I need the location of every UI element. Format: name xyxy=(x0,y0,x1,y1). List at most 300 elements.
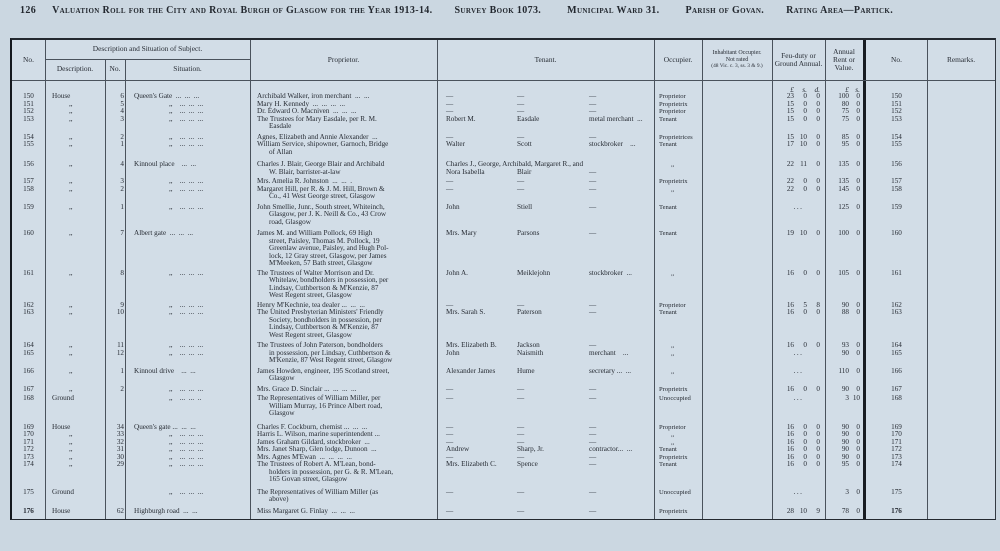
tenant-surname: — xyxy=(517,177,525,185)
feu-shillings: 0 xyxy=(803,99,807,108)
cell-situation: ,, ... ... ... xyxy=(169,438,204,446)
cell-tenant xyxy=(437,161,654,176)
cell-entry-no-right: 155 xyxy=(891,140,902,148)
cell-description: ,, xyxy=(69,300,73,309)
feu-pounds: 22 xyxy=(786,177,794,185)
cell-house-no: 10 xyxy=(116,308,124,316)
cell-proprietor xyxy=(250,186,437,201)
tenant-occupation: stockbroker ... xyxy=(589,140,636,148)
feu-pounds: 23 xyxy=(786,92,794,100)
cell-annual-rent xyxy=(825,350,863,358)
cell-entry-no: 171 xyxy=(23,437,34,446)
feu-shillings: 0 xyxy=(803,92,807,100)
cell-entry-no: 172 xyxy=(23,445,34,453)
tenant-subcolumns xyxy=(437,489,654,497)
feu-pence: 0 xyxy=(816,184,820,193)
cell-entry-no: 160 xyxy=(23,229,34,237)
rent-pounds: 80 xyxy=(841,99,849,108)
feu-pounds: 15 xyxy=(786,114,794,123)
cell-situation: Albert gate ... ... ... xyxy=(134,230,194,237)
cell-description: ,, xyxy=(69,229,73,237)
cell-house-no: 3 xyxy=(120,114,124,123)
proprietor-line: above) xyxy=(269,495,289,503)
feu-shillings: 0 xyxy=(803,460,807,468)
feu-pounds: 22 xyxy=(786,160,794,168)
survey-book-label: Survey Book 1073. xyxy=(454,5,542,16)
tenant-subcolumns xyxy=(437,270,654,278)
rating-area-label: Rating Area—Partick. xyxy=(786,5,894,16)
feu-pence: 8 xyxy=(816,300,820,309)
tenant-surname: Easdale xyxy=(517,114,540,123)
cell-description: ,, xyxy=(69,99,73,108)
cell-house-no: 1 xyxy=(120,202,124,211)
cell-situation: Queen's gate ... ... ... xyxy=(134,423,196,431)
cell-feu-duty: ... xyxy=(793,394,804,402)
cell-occupier: Proprietor xyxy=(659,423,686,431)
cell-situation: ,, ... ... ... xyxy=(169,342,204,349)
tenant-subcolumns xyxy=(437,424,654,432)
col-occupier-header: Occupier. xyxy=(663,54,693,64)
cell-description: ,, xyxy=(69,437,73,446)
document-title: Valuation Roll for the City and Royal Burgh of Glasgow for the Year 1913-14. xyxy=(52,5,433,16)
feu-shillings: 0 xyxy=(803,430,807,438)
tenant-occupation: — xyxy=(589,430,597,438)
cell-situation: ,, ... ... ... xyxy=(169,115,204,123)
proprietor-line: William Service, shipowner, Garnoch, Bridge xyxy=(257,140,389,148)
proprietor-line: The Trustees of John Paterson, bondholders xyxy=(257,341,383,349)
cell-occupier: Proprietrix xyxy=(659,100,688,108)
feu-shillings: 0 xyxy=(803,114,807,123)
feu-pence: 0 xyxy=(816,445,820,453)
tenant-surname: Spence xyxy=(517,460,538,468)
cell-description: ,, xyxy=(69,366,73,375)
cell-description: ,, xyxy=(69,384,73,393)
cell-situation: ,, ... ... ... xyxy=(169,461,204,468)
tenant-forename: — xyxy=(446,422,454,431)
cell-entry-no-right: 156 xyxy=(891,160,902,168)
cell-entry-no-right: 157 xyxy=(891,177,902,185)
proprietor-line: holders in possession, per G. & R. M'Lean, xyxy=(269,467,394,476)
rent-shillings: 0 xyxy=(856,184,860,193)
shillings-label: s. xyxy=(855,84,860,94)
tenant-surname: — xyxy=(517,384,525,393)
table-row xyxy=(12,368,995,383)
cell-proprietor xyxy=(250,116,437,131)
rent-pounds: 90 xyxy=(841,348,849,357)
cell-situation: Kinnoul drive ... ... xyxy=(134,367,196,375)
cell-occupier: Tenant xyxy=(659,115,677,123)
feu-shillings: 10 xyxy=(799,506,807,515)
tenant-forename: Walter xyxy=(446,140,465,148)
proprietor-line: The United Presbyterian Ministers' Friendly xyxy=(257,308,384,316)
tenant-surname: Stiell xyxy=(517,202,533,211)
rent-pounds: 78 xyxy=(841,506,849,515)
table-row xyxy=(12,508,995,516)
proprietor-line: in possession, per Lindsay, Cuthbertson & xyxy=(269,348,391,357)
inhabitant-header-line2: Not rated xyxy=(725,56,749,63)
cell-occupier: ,, xyxy=(671,349,675,357)
col-proprietor-header: Proprietor. xyxy=(327,54,360,64)
rent-pounds: 135 xyxy=(838,177,849,185)
municipal-ward-label: Municipal Ward 31. xyxy=(567,5,660,16)
proprietor-line: Glasgow, per J. K. Neill & Co., 43 Crow xyxy=(269,210,387,218)
cell-feu-duty xyxy=(772,270,825,278)
feu-shillings: 0 xyxy=(803,341,807,349)
feu-shillings: 0 xyxy=(803,422,807,431)
cell-description: ,, xyxy=(69,268,73,277)
col-remarks-header: Remarks. xyxy=(946,54,976,64)
cell-feu-duty xyxy=(772,186,825,194)
cell-house-no: 2 xyxy=(120,132,124,141)
cell-tenant xyxy=(437,395,654,403)
tenant-occupation: — xyxy=(589,167,597,176)
table-row xyxy=(12,204,995,227)
proprietor-line: 165 Govan street, Glasgow xyxy=(269,475,348,483)
cell-feu-duty: ... xyxy=(793,202,804,211)
proprietor-line: Mary H. Kennedy ... ... ... ... xyxy=(257,99,346,108)
feu-shillings: 0 xyxy=(803,184,807,193)
feu-pence: 0 xyxy=(816,132,820,141)
rent-pounds: 125 xyxy=(838,202,849,211)
proprietor-line: John Smellie, Junr., South street, Whiteinch, xyxy=(257,202,385,211)
cell-house-no: 34 xyxy=(116,422,124,431)
cell-occupier: Proprietor xyxy=(659,301,686,309)
tenant-subcolumns xyxy=(437,431,654,439)
valuation-roll-table xyxy=(10,38,996,520)
rent-shillings: 0 xyxy=(856,99,860,108)
rent-shillings: 0 xyxy=(856,300,860,309)
cell-house-no: 30 xyxy=(116,452,124,461)
table-row xyxy=(12,350,995,365)
tenant-forename: John xyxy=(446,202,460,211)
tenant-surname: — xyxy=(517,394,525,402)
cell-proprietor xyxy=(250,386,437,394)
rent-shillings: 0 xyxy=(856,422,860,431)
feu-shillings: 0 xyxy=(803,445,807,453)
tenant-occupation: stockbroker ... xyxy=(589,268,632,277)
feu-shillings: 0 xyxy=(803,437,807,446)
proprietor-line: Charles F. Cockburn, chemist ... ... ... xyxy=(257,422,368,431)
tenant-subcolumns xyxy=(437,309,654,317)
tenant-subcolumns xyxy=(437,395,654,403)
proprietor-line: Society, bondholders in possession, per xyxy=(269,315,382,324)
rent-pounds: 75 xyxy=(841,107,849,115)
rent-pounds: 90 xyxy=(841,437,849,446)
cell-entry-no-right: 173 xyxy=(891,452,902,461)
rent-shillings: 0 xyxy=(856,229,860,237)
rent-pounds: 105 xyxy=(838,268,849,277)
feu-shillings: 0 xyxy=(803,107,807,115)
table-row xyxy=(12,270,995,300)
cell-entry-no: 176 xyxy=(23,506,34,515)
rent-shillings: 0 xyxy=(856,132,860,141)
tenant-surname: Jackson xyxy=(517,341,540,349)
tenant-forename: — xyxy=(446,452,454,461)
cell-entry-no: 167 xyxy=(23,384,34,393)
cell-house-no: 32 xyxy=(116,437,124,446)
rent-shillings: 0 xyxy=(856,430,860,438)
table-body xyxy=(12,80,995,519)
cell-description: ,, xyxy=(69,202,73,211)
cell-annual-rent xyxy=(825,461,863,469)
feu-pounds: 15 xyxy=(786,132,794,141)
feu-shillings: 10 xyxy=(799,229,807,237)
rent-pounds: 145 xyxy=(838,184,849,193)
proprietor-line: The Trustees of Walter Morrison and Dr. xyxy=(257,268,374,277)
feu-pounds: 16 xyxy=(786,341,794,349)
tenant-occupation: — xyxy=(589,341,597,349)
tenant-forename: — xyxy=(446,430,454,438)
feu-pence: 0 xyxy=(816,341,820,349)
proprietor-line: Greenlaw avenue, Paisley, and Hugh Pol- xyxy=(269,244,389,252)
cell-situation: ,, ... ... ... xyxy=(169,309,204,316)
cell-entry-no-right: 152 xyxy=(891,107,902,115)
rent-shillings: 0 xyxy=(856,384,860,393)
cell-tenant xyxy=(437,431,654,439)
rent-pounds: 95 xyxy=(841,460,849,468)
rent-pounds: 90 xyxy=(841,384,849,393)
cell-occupier: Tenant xyxy=(659,309,677,316)
cell-tenant xyxy=(437,508,654,516)
cell-entry-no-right: 171 xyxy=(891,437,902,446)
cell-entry-no-right: 162 xyxy=(891,300,902,309)
cell-feu-duty xyxy=(772,309,825,317)
shillings-label: s. xyxy=(802,84,807,94)
cell-entry-no: 156 xyxy=(23,160,34,168)
tenant-surname: Parsons xyxy=(517,229,540,237)
cell-entry-no-right: 170 xyxy=(891,430,902,438)
cell-occupier: Proprietrix xyxy=(659,507,688,515)
tenant-occupation: — xyxy=(589,132,597,141)
cell-entry-no: 165 xyxy=(23,348,34,357)
feu-shillings: 11 xyxy=(800,160,807,168)
rent-shillings: 0 xyxy=(856,487,860,496)
col-situation-header: Situation. xyxy=(173,64,202,74)
cell-tenant xyxy=(437,186,654,194)
feu-pence: 0 xyxy=(816,229,820,237)
table-row xyxy=(12,161,995,176)
table-row xyxy=(12,395,995,418)
cell-house-no: 11 xyxy=(117,341,124,349)
parish-label: Parish of Govan. xyxy=(685,5,765,16)
table-row xyxy=(12,489,995,504)
cell-entry-no-right: 176 xyxy=(891,506,902,515)
cell-tenant xyxy=(437,178,654,186)
cell-situation: ,, ... ... ... xyxy=(169,431,204,438)
feu-pence: 0 xyxy=(816,160,820,168)
table-header-row xyxy=(12,40,995,80)
cell-proprietor xyxy=(250,270,437,300)
cell-feu-duty: ... xyxy=(793,366,804,375)
proprietor-line: Margaret Hill, per R. & J. M. Hill, Brown & xyxy=(257,184,385,193)
rent-shillings: 0 xyxy=(856,177,860,185)
cell-entry-no-right: 153 xyxy=(891,114,902,123)
cell-entry-no: 169 xyxy=(23,422,34,431)
cell-annual-rent xyxy=(825,116,863,124)
tenant-forename: — xyxy=(446,300,454,309)
cell-annual-rent xyxy=(825,508,863,516)
cell-feu-duty xyxy=(772,141,825,149)
cell-entry-no-right: 172 xyxy=(891,445,902,453)
tenant-forename: — xyxy=(446,437,454,446)
cell-occupier: Tenant xyxy=(659,141,677,148)
cell-entry-no: 151 xyxy=(23,99,34,108)
col-tenant-header: Tenant. xyxy=(534,54,557,64)
cell-tenant xyxy=(437,368,654,376)
cell-annual-rent xyxy=(825,309,863,317)
rent-shillings: 0 xyxy=(856,445,860,453)
cell-feu-duty xyxy=(772,116,825,124)
tenant-occupation: — xyxy=(589,202,597,211)
cell-annual-rent xyxy=(825,386,863,394)
tenant-forename: Mrs. Elizabeth C. xyxy=(446,460,497,468)
proprietor-line: Lindsay, Cuthbertson & M'Kenzie, 87 xyxy=(269,323,379,331)
proprietor-line: Miss Margaret G. Finlay ... ... ... xyxy=(257,506,355,515)
cell-annual-rent xyxy=(825,186,863,194)
tenant-occupation: — xyxy=(589,487,597,496)
tenant-surname: Blair xyxy=(517,167,532,176)
proprietor-line: Agnes, Elizabeth and Annie Alexander ... xyxy=(257,132,378,141)
cell-tenant xyxy=(437,446,654,454)
tenant-forename: — xyxy=(446,132,454,141)
tenant-subcolumns xyxy=(437,230,654,238)
rent-pounds: 93 xyxy=(841,341,849,349)
cell-description: Ground xyxy=(52,394,74,402)
proprietor-line: street, Paisley, Thomas M. Pollock, 19 xyxy=(269,236,380,245)
cell-entry-no: 159 xyxy=(23,202,34,211)
tenant-subcolumns xyxy=(437,204,654,212)
feu-shillings: 0 xyxy=(803,308,807,316)
cell-occupier: ,, xyxy=(671,431,675,438)
tenant-occupation: — xyxy=(589,460,597,468)
feu-pounds: 16 xyxy=(786,445,794,453)
tenant-forename: Nora Isabella xyxy=(446,167,485,176)
tenant-occupation: — xyxy=(589,300,597,309)
cell-occupier: Tenant xyxy=(659,203,677,211)
proprietor-line: West Regent street, Glasgow xyxy=(269,291,352,299)
cell-proprietor xyxy=(250,204,437,227)
rent-pounds: 90 xyxy=(841,430,849,438)
tenant-forename: — xyxy=(446,506,454,515)
cell-annual-rent xyxy=(825,230,863,238)
cell-description: ,, xyxy=(69,341,73,349)
table-row xyxy=(12,386,995,394)
cell-situation: ,, ... ... ... xyxy=(169,385,204,393)
proprietor-line: The Representatives of William Miller, per xyxy=(257,394,381,402)
cell-house-no: 4 xyxy=(120,160,124,168)
tenant-forename: John xyxy=(446,348,460,357)
tenant-occupation: — xyxy=(589,184,597,193)
cell-entry-no: 166 xyxy=(23,366,34,375)
cell-tenant xyxy=(437,350,654,358)
cell-entry-no-right: 160 xyxy=(891,229,902,237)
cell-feu-duty xyxy=(772,161,825,169)
cell-entry-no-right: 154 xyxy=(891,132,902,141)
tenant-subcolumns xyxy=(437,386,654,394)
cell-tenant xyxy=(437,141,654,149)
cell-situation: ,, ... ... .. xyxy=(169,395,202,402)
cell-entry-no: 155 xyxy=(23,140,34,148)
cell-entry-no: 175 xyxy=(23,487,34,496)
tenant-subcolumns xyxy=(437,178,654,186)
cell-tenant xyxy=(437,101,654,109)
tenant-forename: Mrs. Elizabeth B. xyxy=(446,341,497,349)
rent-pounds: 90 xyxy=(841,422,849,431)
feu-pounds: 16 xyxy=(786,308,794,316)
cell-situation: ,, ... ... ... xyxy=(169,488,204,496)
rent-pounds: 88 xyxy=(841,308,849,316)
feu-pence: 0 xyxy=(816,177,820,185)
cell-entry-no: 164 xyxy=(23,341,34,349)
rent-shillings: 0 xyxy=(856,452,860,461)
cell-occupier: ,, xyxy=(671,161,675,168)
cell-situation: ,, ... ... ... xyxy=(169,185,204,193)
cell-description: ,, xyxy=(69,452,73,461)
cell-house-no: 29 xyxy=(116,460,124,468)
tenant-subcolumns xyxy=(437,101,654,109)
rent-pounds: 90 xyxy=(841,300,849,309)
rent-shillings: 0 xyxy=(856,92,860,100)
cell-house-no: 33 xyxy=(116,430,124,438)
feu-shillings: 10 xyxy=(799,132,807,141)
cell-proprietor xyxy=(250,368,437,383)
col-house-no-header: No. xyxy=(109,64,121,74)
cell-feu-duty xyxy=(772,386,825,394)
feu-pounds: 16 xyxy=(786,452,794,461)
tenant-subcolumns xyxy=(437,141,654,149)
rent-pounds: 100 xyxy=(838,229,849,237)
tenant-surname: — xyxy=(517,452,525,461)
col-no-header: No. xyxy=(23,54,34,64)
cell-occupier: Tenant xyxy=(659,461,677,468)
proprietor-line: Henry M'Kechnie, tea dealer ... ... ... xyxy=(257,300,365,309)
rent-shillings: 0 xyxy=(856,341,860,349)
cell-entry-no: 150 xyxy=(23,92,34,100)
cell-occupier: Unoccupied xyxy=(659,395,691,402)
col-description-header: Description. xyxy=(56,64,94,74)
tenant-subcolumns xyxy=(437,350,654,358)
cell-occupier: Proprietor xyxy=(659,108,686,115)
tenant-surname: — xyxy=(517,184,525,193)
tenant-occupation: — xyxy=(589,177,597,185)
feu-shillings: 0 xyxy=(803,177,807,185)
proprietor-line: The Trustees for Mary Easdale, per R. M. xyxy=(257,114,377,123)
feu-pence: 0 xyxy=(816,437,820,446)
description-group-title: Description and Situation of Subject. xyxy=(92,44,203,54)
cell-proprietor xyxy=(250,309,437,339)
tenant-surname: — xyxy=(517,422,525,431)
rent-shillings: 0 xyxy=(856,366,860,375)
cell-occupier: Unoccupied xyxy=(659,488,691,496)
cell-entry-no-right: 158 xyxy=(891,184,902,193)
proprietor-line: Lindsay, Cuthbertson & M'Kenzie, 87 xyxy=(269,283,379,292)
feu-pounds: 16 xyxy=(786,384,794,393)
cell-description: ,, xyxy=(69,430,73,438)
rent-shillings: 0 xyxy=(856,460,860,468)
tenant-subcolumns xyxy=(437,461,654,469)
proprietor-line: Charles J. Blair, George Blair and Archibald xyxy=(257,160,385,168)
tenant-forename: — xyxy=(446,487,454,496)
tenant-subcolumns xyxy=(437,368,654,376)
rent-pounds: 75 xyxy=(841,114,849,123)
tenant-forename: — xyxy=(446,177,454,185)
cell-entry-no: 152 xyxy=(23,107,34,115)
rent-pounds: 90 xyxy=(841,445,849,453)
cell-situation: ,, ... ... ... xyxy=(169,133,204,141)
cell-entry-no-right: 164 xyxy=(891,341,902,349)
feu-pounds: 28 xyxy=(786,506,794,515)
feu-pence: 0 xyxy=(816,384,820,393)
